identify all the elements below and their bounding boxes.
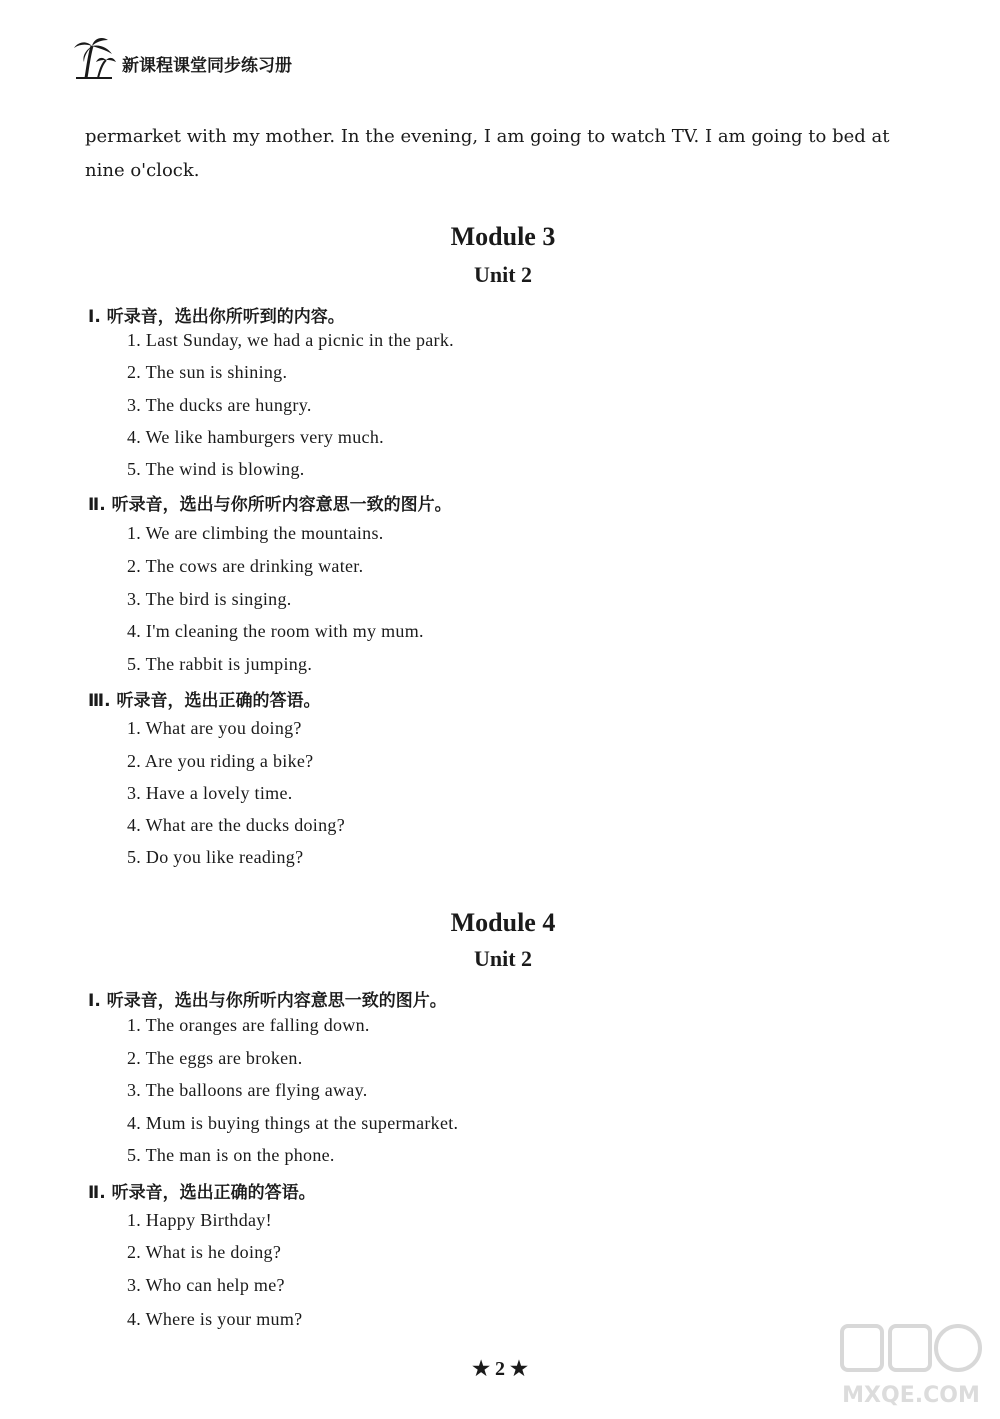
- list-item: 4. What are the ducks doing?: [127, 815, 346, 835]
- list-item: 5. The rabbit is jumping.: [127, 654, 313, 674]
- module-3-title: Module 3: [450, 222, 556, 251]
- list-item: 2. Are you riding a bike?: [127, 751, 314, 771]
- module-4-title: Module 4: [450, 908, 556, 937]
- module-3-unit-title: Unit 2: [473, 262, 533, 287]
- watermark-text: MXQE.COM: [842, 1383, 980, 1408]
- page-number: ★ 2 ★: [472, 1358, 528, 1380]
- list-item: 2. The cows are drinking water.: [127, 556, 364, 576]
- list-item: 2. What is he doing?: [127, 1242, 282, 1262]
- list-item: 4. Mum is buying things at the supermarket.: [127, 1113, 459, 1133]
- list-item: 1. Happy Birthday!: [127, 1210, 272, 1230]
- intro-paragraph: [85, 120, 915, 188]
- page-header: [72, 30, 292, 80]
- list-item: 5. Do you like reading?: [127, 847, 304, 867]
- list-item: 5. The man is on the phone.: [127, 1145, 335, 1165]
- list-item: 3. Have a lovely time.: [127, 783, 293, 803]
- module-4-unit-title: Unit 2: [473, 946, 533, 971]
- list-item: 1. We are climbing the mountains.: [127, 523, 384, 543]
- list-item: 4. We like hamburgers very much.: [127, 427, 384, 447]
- list-item: 3. The bird is singing.: [127, 589, 292, 609]
- m4-section-2-heading: Ⅱ. 听录音，选出正确的答语。: [88, 1183, 316, 1203]
- list-item: 5. The wind is blowing.: [127, 459, 305, 479]
- header-title: 新课程课堂同步练习册: [122, 56, 292, 76]
- list-item: 4. I'm cleaning the room with my mum.: [127, 621, 424, 641]
- list-item: 3. Who can help me?: [127, 1275, 285, 1295]
- m3-section-3-heading: Ⅲ. 听录音，选出正确的答语。: [88, 691, 321, 711]
- intro-line-1: permarket with my mother. In the evening, I am going to watch TV. I am going to bed at: [85, 126, 890, 147]
- m3-section-2-heading: Ⅱ. 听录音，选出与你所听内容意思一致的图片。: [88, 495, 452, 515]
- list-item: 4. Where is your mum?: [127, 1309, 303, 1329]
- list-item: 1. The oranges are falling down.: [127, 1015, 370, 1035]
- intro-line-2: nine o'clock.: [85, 160, 200, 181]
- list-item: 2. The eggs are broken.: [127, 1048, 303, 1068]
- m4-section-1-heading: Ⅰ. 听录音，选出与你所听内容意思一致的图片。: [88, 991, 447, 1011]
- list-item: 3. The ducks are hungry.: [127, 395, 312, 415]
- list-item: 1. Last Sunday, we had a picnic in the park.: [127, 330, 454, 350]
- list-item: 3. The balloons are flying away.: [127, 1080, 368, 1100]
- palm-tree-icon: [72, 34, 118, 80]
- list-item: 2. The sun is shining.: [127, 362, 288, 382]
- watermark-logo: [836, 1320, 986, 1410]
- m3-section-1-heading: Ⅰ. 听录音，选出你所听到的内容。: [88, 307, 345, 327]
- list-item: 1. What are you doing?: [127, 718, 302, 738]
